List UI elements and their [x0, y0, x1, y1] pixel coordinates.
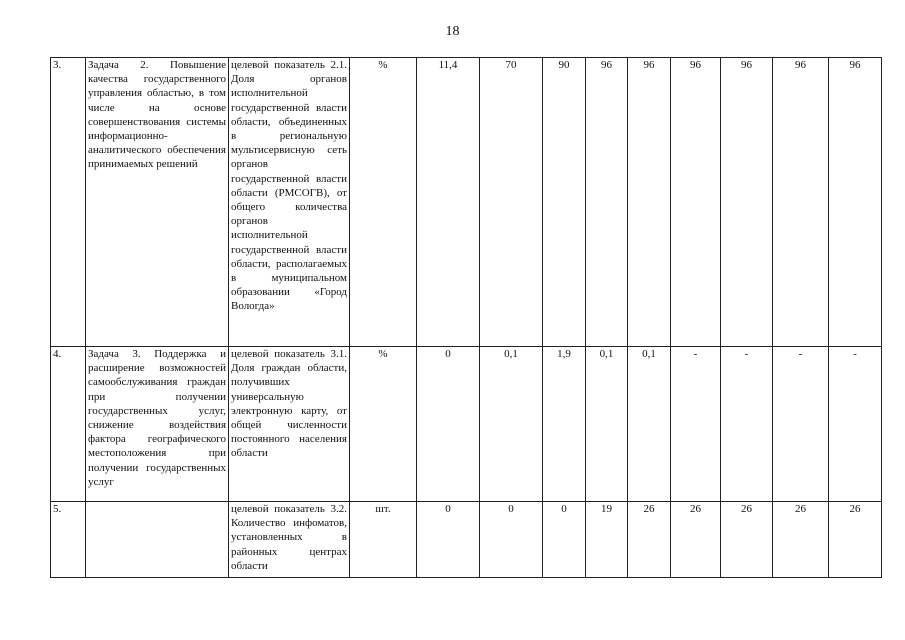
value-cell: 26: [671, 502, 721, 578]
row-number: 4.: [51, 347, 86, 502]
value-cell: 96: [829, 58, 882, 347]
indicator-cell: целевой показатель 3.2. Количество инфоматов, установленных в районных центрах области: [229, 502, 350, 578]
page-number: 18: [445, 24, 460, 39]
value-cell: 0: [480, 502, 543, 578]
value-cell: 26: [721, 502, 773, 578]
value-cell: -: [671, 347, 721, 502]
task-cell: Задача 3. Поддержка и расширение возможностей самообслуживания граждан при получении государственных услуг, снижение воздействия фактора географического местоположения при получении государственных услуг: [86, 347, 229, 502]
unit-cell: %: [350, 58, 417, 347]
unit-cell: шт.: [350, 502, 417, 578]
value-cell: 0: [543, 502, 586, 578]
indicators-table: [50, 57, 882, 578]
value-cell: 0,1: [586, 347, 628, 502]
value-cell: 26: [829, 502, 882, 578]
table-row: [51, 502, 882, 578]
row-number: 5.: [51, 502, 86, 578]
value-cell: 96: [721, 58, 773, 347]
value-cell: 26: [773, 502, 829, 578]
table-row: [51, 347, 882, 502]
task-cell: Задача 2. Повышение качества государственного управления областью, в том числе на основе совершенствования системы информационно-аналитического обеспечения принимаемых решений: [86, 58, 229, 347]
value-cell: 90: [543, 58, 586, 347]
value-cell: 19: [586, 502, 628, 578]
indicator-cell: целевой показатель 3.1. Доля граждан области, получивших универсальную электронную карту, от общей численности постоянного населения области: [229, 347, 350, 502]
value-cell: 96: [773, 58, 829, 347]
value-cell: 0,1: [628, 347, 671, 502]
value-cell: 26: [628, 502, 671, 578]
value-cell: -: [721, 347, 773, 502]
task-cell: [86, 502, 229, 578]
value-cell: 1,9: [543, 347, 586, 502]
value-cell: 96: [586, 58, 628, 347]
value-cell: 96: [628, 58, 671, 347]
value-cell: 11,4: [417, 58, 480, 347]
value-cell: -: [829, 347, 882, 502]
table-row: [51, 58, 882, 347]
row-number: 3.: [51, 58, 86, 347]
value-cell: 0,1: [480, 347, 543, 502]
value-cell: 0: [417, 502, 480, 578]
value-cell: -: [773, 347, 829, 502]
unit-cell: %: [350, 347, 417, 502]
value-cell: 96: [671, 58, 721, 347]
value-cell: 0: [417, 347, 480, 502]
indicator-cell: целевой показатель 2.1. Доля органов исполнительной государственной власти области, объединенных в региональную мультисервисную сеть органов государственной власти области (РМСОГВ), от общего количества органов исполнительной государственной власти области, располагаемых в муниципальном образовании «Город Вологда»: [229, 58, 350, 347]
value-cell: 70: [480, 58, 543, 347]
